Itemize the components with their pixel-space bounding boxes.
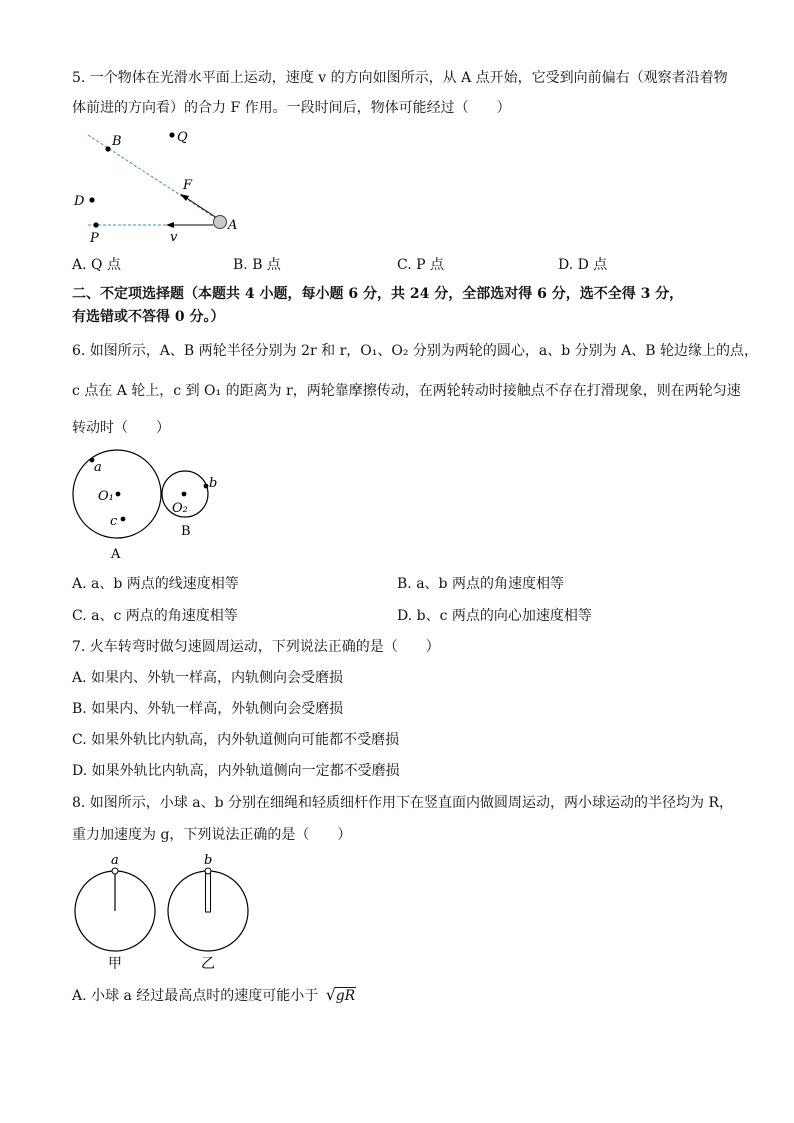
q5-force-arrow — [182, 195, 220, 220]
q5-force-arrowhead — [180, 194, 189, 201]
q5-label-v: v — [170, 230, 178, 245]
q6-point-b — [204, 484, 209, 489]
q5-option-d[interactable]: D. D 点 — [558, 257, 608, 273]
q5-label-a: A — [228, 218, 238, 233]
q6-point-o2 — [182, 492, 187, 497]
q5-figure — [70, 125, 250, 245]
q5-option-a[interactable]: A. Q 点 — [72, 257, 121, 273]
q6-label-o2: O₂ — [172, 501, 188, 516]
q7-option-a[interactable]: A. 如果内、外轨一样高，内轨侧向会受磨损 — [72, 670, 344, 686]
q7-option-b[interactable]: B. 如果内、外轨一样高，外轨侧向会受磨损 — [72, 701, 344, 717]
q5-velocity-arrowhead — [166, 222, 174, 228]
q6-point-c — [121, 517, 126, 522]
q6-option-a[interactable]: A. a、b 两点的线速度相等 — [72, 576, 239, 592]
q6-option-c[interactable]: C. a、c 两点的角速度相等 — [72, 608, 238, 624]
sqrt-symbol — [326, 986, 357, 1006]
q8-label-jia: 甲 — [108, 956, 122, 972]
q8-text-line1: 8. 如图所示，小球 a、b 分别在细绳和轻质细杆作用下在竖直面内做圆周运动，两小球运动的半径均为 R， — [72, 795, 734, 811]
q6-option-d[interactable]: D. b、c 两点的向心加速度相等 — [397, 608, 592, 624]
q6-wheel-label-a: A — [111, 547, 121, 562]
q6-option-b[interactable]: B. a、b 两点的角速度相等 — [397, 576, 564, 592]
q8-ball-b — [205, 868, 211, 874]
q5-label-f: F — [183, 178, 193, 193]
q7-option-c[interactable]: C. 如果外轨比内轨高，内外轨道侧向可能都不受磨损 — [72, 732, 400, 748]
q8-rod-yi — [206, 872, 211, 912]
q5-label-q: Q — [177, 130, 188, 145]
q8-option-a-text: A. 小球 a 经过最高点时的速度可能小于 — [72, 988, 319, 1004]
q5-ball-a — [214, 216, 227, 229]
q5-point-q — [169, 132, 174, 137]
q5-label-b: B — [112, 134, 122, 149]
q6-text-line2: c 点在 A 轮上，c 到 O₁ 的距离为 r，两轮靠摩擦传动，在两轮转动时接触点不存在打滑现象，则在两轮匀速 — [72, 383, 741, 399]
q5-option-c[interactable]: C. P 点 — [397, 257, 444, 273]
q6-text-line3: 转动时（ ） — [72, 420, 170, 436]
q8-label-b: b — [204, 853, 213, 868]
q7-option-d[interactable]: D. 如果外轨比内轨高，内外轨道侧向一定都不受磨损 — [72, 763, 400, 779]
q5-text-line2: 体前进的方向看）的合力 F 作用。一段时间后，物体可能经过（ ） — [72, 100, 511, 116]
q5-text-line1: 5. 一个物体在光滑水平面上运动，速度 v 的方向如图所示，从 A 点开始，它受到向前偏右（观察者沿着物 — [72, 70, 728, 86]
section2-heading-line1: 二、不定项选择题（本题共 4 小题，每小题 6 分，共 24 分，全部选对得 6 分，选不全得 3 分， — [72, 286, 684, 302]
q8-label-a: a — [111, 853, 119, 868]
q5-option-b[interactable]: B. B 点 — [233, 257, 281, 273]
q8-text-line2: 重力加速度为 g，下列说法正确的是（ ） — [72, 827, 352, 843]
q8-figure — [68, 850, 258, 975]
q8-ball-a — [112, 868, 118, 874]
q5-point-b — [105, 146, 110, 151]
q5-point-p — [93, 222, 98, 227]
q5-label-p: P — [90, 231, 99, 246]
q6-figure — [66, 446, 226, 566]
q7-text: 7. 火车转弯时做匀速圆周运动，下列说法正确的是（ ） — [72, 639, 440, 655]
q8-option-a[interactable] — [72, 986, 356, 1006]
q8-label-yi: 乙 — [201, 956, 215, 972]
q6-label-o1: O₁ — [98, 489, 114, 504]
q8-option-a-math: gR — [335, 988, 356, 1004]
section2-heading-line2: 有选错或不答得 0 分。） — [72, 309, 225, 325]
q6-wheel-label-b: B — [181, 524, 191, 539]
q6-label-c: c — [110, 514, 118, 529]
q5-point-d — [89, 197, 94, 202]
q5-label-d: D — [74, 194, 85, 209]
q6-text-line1: 6. 如图所示，A、B 两轮半径分别为 2r 和 r，O₁、O₂ 分别为两轮的圆心，a、b 分别为 A、B 轮边缘上的点， — [72, 343, 758, 359]
q6-point-o1 — [116, 492, 121, 497]
q6-label-a: a — [94, 460, 102, 475]
q6-label-b: b — [209, 476, 218, 491]
sqrt-radical-icon: √ — [325, 985, 336, 1004]
